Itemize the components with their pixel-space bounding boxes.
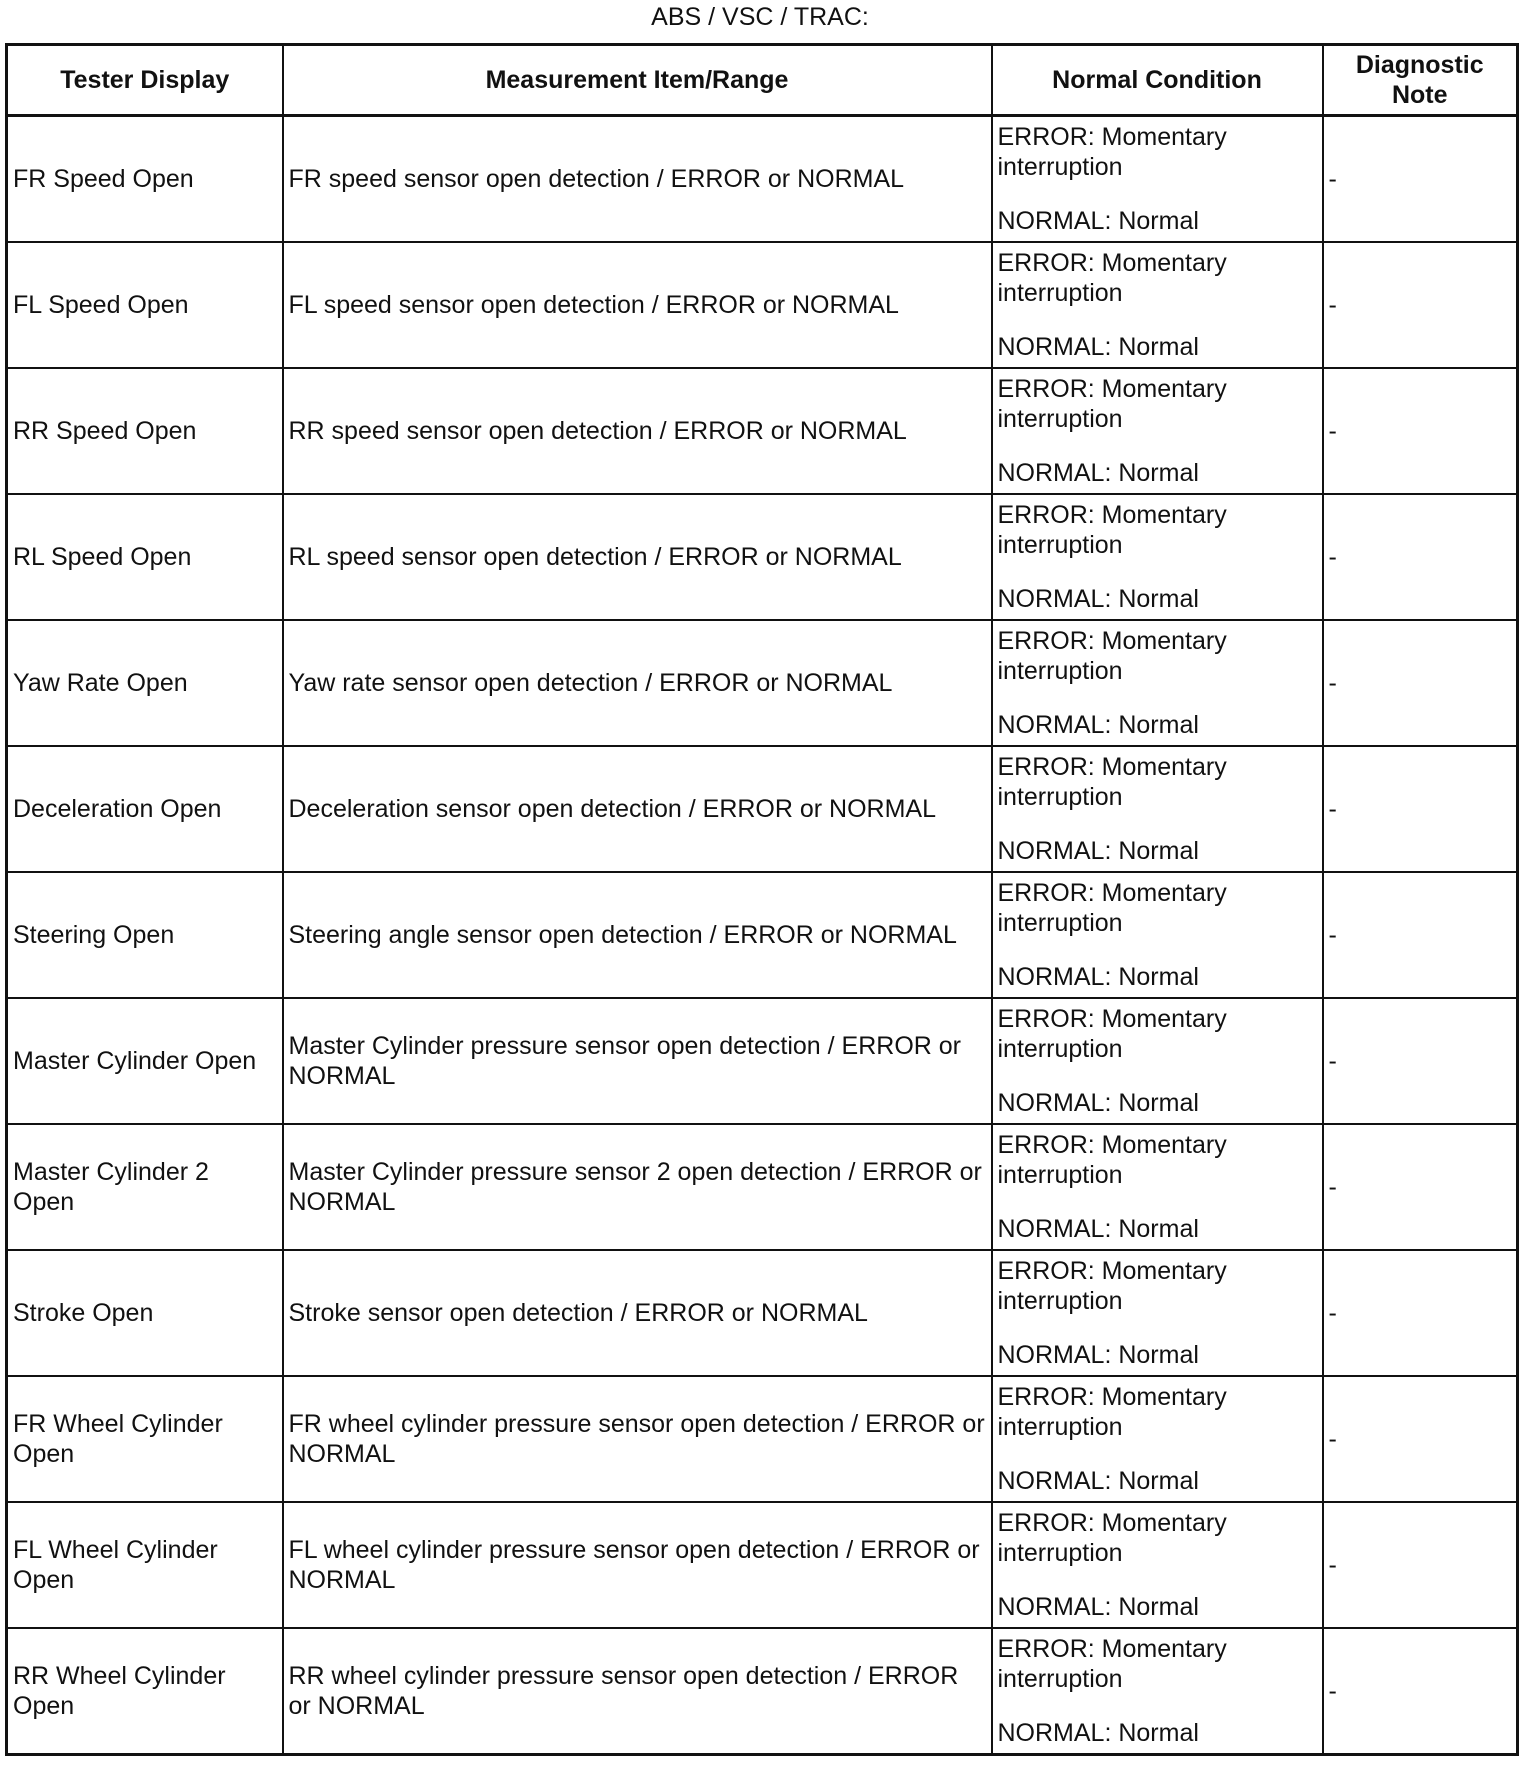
- header-measurement: Measurement Item/Range: [283, 45, 992, 116]
- normal-condition-cell: [992, 494, 1323, 620]
- tester-display-cell: Stroke Open: [7, 1250, 283, 1376]
- condition-error-text: ERROR: Momentary interruption: [997, 249, 1227, 307]
- diagnostic-note-cell: -: [1323, 1250, 1518, 1376]
- condition-error-text: ERROR: Momentary interruption: [997, 879, 1227, 937]
- diagnostic-note-cell: -: [1323, 368, 1518, 494]
- table-body: [7, 116, 1518, 1755]
- table-row: [7, 872, 1518, 998]
- condition-normal-text: NORMAL: Normal: [997, 1341, 1199, 1369]
- diagnostic-note-cell: -: [1323, 620, 1518, 746]
- table-row: [7, 494, 1518, 620]
- table-row: [7, 1250, 1518, 1376]
- measurement-cell: Yaw rate sensor open detection / ERROR or NORMAL: [283, 620, 992, 746]
- condition-error-text: ERROR: Momentary interruption: [997, 1257, 1227, 1315]
- condition-normal-text: NORMAL: Normal: [997, 1719, 1199, 1747]
- normal-condition-cell: [992, 872, 1323, 998]
- condition-normal-text: NORMAL: Normal: [997, 1089, 1199, 1117]
- condition-normal-text: NORMAL: Normal: [997, 207, 1199, 235]
- data-table: [5, 43, 1519, 1756]
- condition-normal-text: NORMAL: Normal: [997, 333, 1199, 361]
- normal-condition-cell: [992, 620, 1323, 746]
- measurement-cell: FL speed sensor open detection / ERROR or NORMAL: [283, 242, 992, 368]
- table-header: [7, 45, 1518, 116]
- condition-error-text: ERROR: Momentary interruption: [997, 375, 1227, 433]
- normal-condition-cell: [992, 1502, 1323, 1628]
- condition-normal-text: NORMAL: Normal: [997, 963, 1199, 991]
- table-row: [7, 1502, 1518, 1628]
- condition-error-text: ERROR: Momentary interruption: [997, 1383, 1227, 1441]
- tester-display-cell: FL Wheel Cylinder Open: [7, 1502, 283, 1628]
- table-row: [7, 746, 1518, 872]
- table-row: [7, 998, 1518, 1124]
- diagnostic-note-cell: -: [1323, 1376, 1518, 1502]
- header-diagnostic-note: Diagnostic Note: [1323, 45, 1518, 116]
- measurement-cell: FR wheel cylinder pressure sensor open detection / ERROR or NORMAL: [283, 1376, 992, 1502]
- tester-display-cell: Steering Open: [7, 872, 283, 998]
- measurement-cell: Deceleration sensor open detection / ERROR or NORMAL: [283, 746, 992, 872]
- diagnostic-note-cell: -: [1323, 1502, 1518, 1628]
- normal-condition-cell: [992, 1124, 1323, 1250]
- measurement-cell: Steering angle sensor open detection / ERROR or NORMAL: [283, 872, 992, 998]
- normal-condition-cell: [992, 1376, 1323, 1502]
- tester-display-cell: RL Speed Open: [7, 494, 283, 620]
- normal-condition-cell: [992, 998, 1323, 1124]
- diagnostic-note-cell: -: [1323, 872, 1518, 998]
- diagnostic-note-cell: -: [1323, 116, 1518, 243]
- table-row: [7, 116, 1518, 243]
- normal-condition-cell: [992, 116, 1323, 243]
- condition-normal-text: NORMAL: Normal: [997, 711, 1199, 739]
- normal-condition-cell: [992, 242, 1323, 368]
- table-row: [7, 368, 1518, 494]
- diagnostic-note-cell: -: [1323, 1628, 1518, 1755]
- measurement-cell: Stroke sensor open detection / ERROR or NORMAL: [283, 1250, 992, 1376]
- normal-condition-cell: [992, 1628, 1323, 1755]
- condition-error-text: ERROR: Momentary interruption: [997, 123, 1227, 181]
- diagnostic-note-cell: -: [1323, 746, 1518, 872]
- table-row: [7, 1124, 1518, 1250]
- condition-normal-text: NORMAL: Normal: [997, 585, 1199, 613]
- tester-display-cell: RR Speed Open: [7, 368, 283, 494]
- header-normal-condition: Normal Condition: [992, 45, 1323, 116]
- condition-error-text: ERROR: Momentary interruption: [997, 627, 1227, 685]
- measurement-cell: Master Cylinder pressure sensor 2 open detection / ERROR or NORMAL: [283, 1124, 992, 1250]
- condition-normal-text: NORMAL: Normal: [997, 837, 1199, 865]
- tester-display-cell: FR Speed Open: [7, 116, 283, 243]
- tester-display-cell: Deceleration Open: [7, 746, 283, 872]
- table-row: [7, 620, 1518, 746]
- measurement-cell: RR speed sensor open detection / ERROR or NORMAL: [283, 368, 992, 494]
- condition-error-text: ERROR: Momentary interruption: [997, 501, 1227, 559]
- normal-condition-cell: [992, 746, 1323, 872]
- diagnostic-note-cell: -: [1323, 1124, 1518, 1250]
- tester-display-cell: Master Cylinder 2 Open: [7, 1124, 283, 1250]
- normal-condition-cell: [992, 1250, 1323, 1376]
- header-tester-display: Tester Display: [7, 45, 283, 116]
- measurement-cell: Master Cylinder pressure sensor open detection / ERROR or NORMAL: [283, 998, 992, 1124]
- measurement-cell: FL wheel cylinder pressure sensor open detection / ERROR or NORMAL: [283, 1502, 992, 1628]
- condition-error-text: ERROR: Momentary interruption: [997, 753, 1227, 811]
- diagnostic-note-cell: -: [1323, 242, 1518, 368]
- tester-display-cell: RR Wheel Cylinder Open: [7, 1628, 283, 1755]
- measurement-cell: FR speed sensor open detection / ERROR or NORMAL: [283, 116, 992, 243]
- condition-error-text: ERROR: Momentary interruption: [997, 1509, 1227, 1567]
- diagnostic-note-cell: -: [1323, 494, 1518, 620]
- condition-normal-text: NORMAL: Normal: [997, 459, 1199, 487]
- condition-error-text: ERROR: Momentary interruption: [997, 1635, 1227, 1693]
- tester-display-cell: FR Wheel Cylinder Open: [7, 1376, 283, 1502]
- tester-display-cell: FL Speed Open: [7, 242, 283, 368]
- diagnostic-note-cell: -: [1323, 998, 1518, 1124]
- condition-error-text: ERROR: Momentary interruption: [997, 1005, 1227, 1063]
- table-row: [7, 1376, 1518, 1502]
- page-title: ABS / VSC / TRAC:: [651, 3, 869, 31]
- table-row: [7, 1628, 1518, 1755]
- measurement-cell: RR wheel cylinder pressure sensor open detection / ERROR or NORMAL: [283, 1628, 992, 1755]
- tester-display-cell: Yaw Rate Open: [7, 620, 283, 746]
- tester-display-cell: Master Cylinder Open: [7, 998, 283, 1124]
- table-row: [7, 242, 1518, 368]
- normal-condition-cell: [992, 368, 1323, 494]
- condition-normal-text: NORMAL: Normal: [997, 1593, 1199, 1621]
- condition-error-text: ERROR: Momentary interruption: [997, 1131, 1227, 1189]
- condition-normal-text: NORMAL: Normal: [997, 1467, 1199, 1495]
- header-row: [7, 45, 1518, 116]
- condition-normal-text: NORMAL: Normal: [997, 1215, 1199, 1243]
- measurement-cell: RL speed sensor open detection / ERROR or NORMAL: [283, 494, 992, 620]
